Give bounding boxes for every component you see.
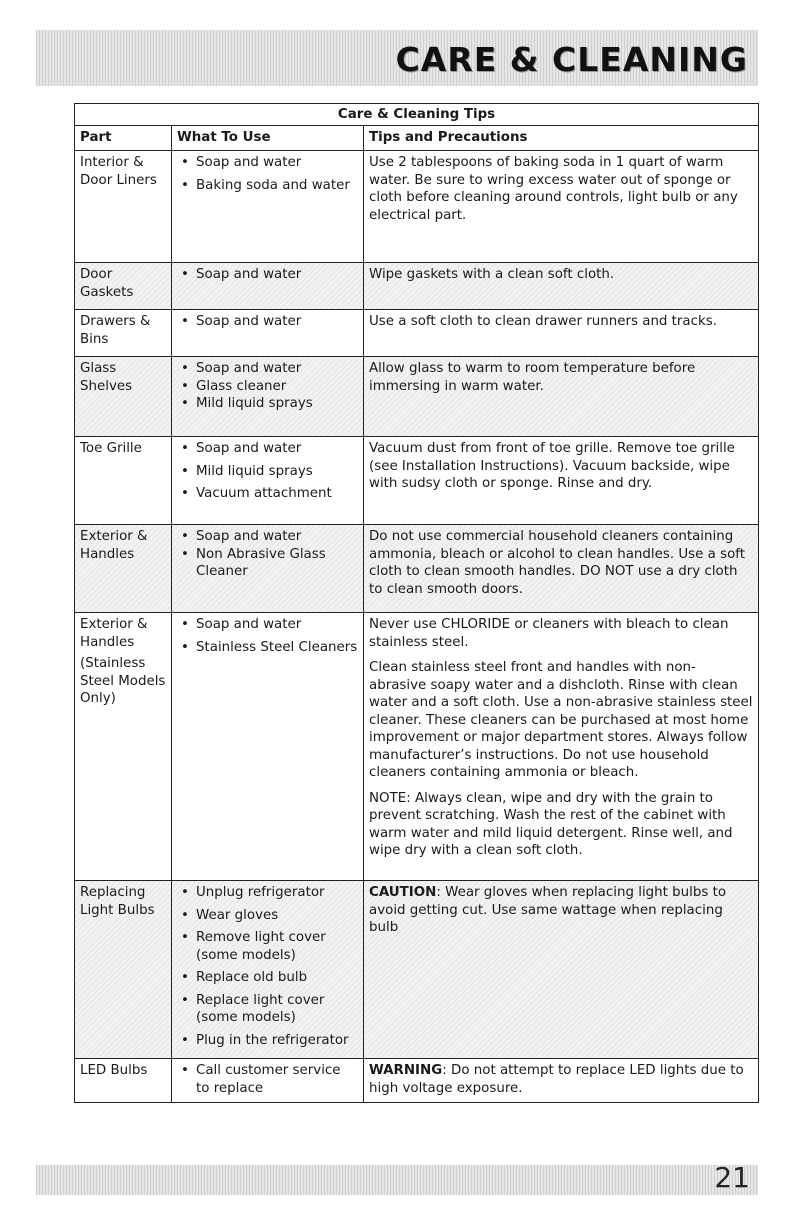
list-item: • Vacuum attachment [177,485,358,503]
table-row [75,437,759,525]
list-item: • Wear gloves [177,907,358,925]
table-row [75,310,759,357]
column-header-what-to-use: What To Use [172,125,364,151]
uses-cell [172,263,364,310]
part-cell: Glass Shelves [75,357,172,437]
tips-cell [364,613,759,881]
tips-cell [364,151,759,263]
tip-text: Vacuum dust from front of toe grille. Remove toe grille (see Installation Instructions). Vacuum backside, wipe with sudsy cloth or sponge. Rinse and dry. [369,441,735,491]
list-item: • Glass cleaner [177,378,358,396]
list-item: • Replace old bulb [177,969,358,987]
uses-cell [172,357,364,437]
footer-banner [36,1161,758,1195]
part-cell: Interior & Door Liners [75,151,172,263]
list-item: • Soap and water [177,266,358,284]
tips-cell [364,525,759,613]
uses-cell [172,1059,364,1103]
uses-cell [172,310,364,357]
table-row [75,263,759,310]
list-item: • Remove light cover (some models) [177,929,358,964]
list-item: • Mild liquid sprays [177,395,358,413]
tips-cell [364,437,759,525]
list-item: • Stainless Steel Cleaners [177,639,358,657]
warning-tip [369,1062,753,1097]
table-row [75,613,759,881]
uses-cell [172,525,364,613]
tips-cell [364,263,759,310]
part-cell: LED Bulbs [75,1059,172,1103]
list-item: • Soap and water [177,313,358,331]
section-title: CARE & CLEANING [395,40,748,79]
list-item: • Call customer service to replace [177,1062,358,1097]
tip-text: Use a soft cloth to clean drawer runners and tracks. [369,314,717,329]
list-item: • Soap and water [177,440,358,458]
table-row [75,525,759,613]
part-cell: Replacing Light Bulbs [75,881,172,1059]
part-cell [75,613,172,881]
tips-cell [364,881,759,1059]
table-row [75,881,759,1059]
tips-cell [364,357,759,437]
warning-text: : Do not attempt to replace LED lights due to high voltage exposure. [369,1063,744,1096]
table-row [75,1059,759,1103]
list-item: • Soap and water [177,154,358,172]
page-number: 21 [714,1161,750,1194]
tip-text: Wipe gaskets with a clean soft cloth. [369,267,615,282]
list-item: • Soap and water [177,616,358,634]
list-item: • Mild liquid sprays [177,463,358,481]
uses-cell [172,151,364,263]
list-item: • Soap and water [177,360,358,378]
list-item: • Plug in the refrigerator [177,1032,358,1050]
table-row [75,357,759,437]
tip-text: Allow glass to warm to room temperature before immersing in warm water. [369,361,696,394]
warning-label: WARNING [369,1063,443,1078]
part-label: Exterior & Handles [80,617,148,650]
tip-text: Do not use commercial household cleaners containing ammonia, bleach or alcohol to clean handles. Use a soft cloth to clean smooth handles. DO NOT use a dry cloth to clean smooth doors. [369,529,746,597]
tip-text: Use 2 tablespoons of baking soda in 1 quart of warm water. Be sure to wring excess water out of sponge or cloth before cleaning around controls, light bulb or any electrical part. [369,155,738,223]
header-banner [36,30,758,86]
caution-text: : Wear gloves when replacing light bulbs to avoid getting cut. Use same wattage when replacing bulb [369,885,727,935]
care-cleaning-table [74,103,759,1103]
uses-cell [172,881,364,1059]
tips-cell [364,1059,759,1103]
part-cell: Drawers & Bins [75,310,172,357]
part-cell: Exterior & Handles [75,525,172,613]
list-item: • Soap and water [177,528,358,546]
caution-tip [369,884,753,937]
part-note: (Stainless Steel Models Only) [80,656,166,706]
tips-cell [364,310,759,357]
caution-label: CAUTION [369,885,437,900]
tip-text: NOTE: Always clean, wipe and dry with the grain to prevent scratching. Wash the rest of the cabinet with warm water and mild liquid detergent. Rinse well, and wipe dry with a clean soft cloth. [369,790,733,858]
table-caption: Care & Cleaning Tips [75,104,759,126]
list-item: • Replace light cover (some models) [177,992,358,1027]
part-cell: Toe Grille [75,437,172,525]
uses-cell [172,437,364,525]
list-item: • Unplug refrigerator [177,884,358,902]
list-item: • Baking soda and water [177,177,358,195]
table-row [75,151,759,263]
tip-text: Clean stainless steel front and handles with non-abrasive soapy water and a dishcloth. Rinse with clean water and a soft cloth. Use a non-abrasive stainless steel cleaner. These cleaners can be purchased at most home improvement or major department stores. Always follow manufacturer’s instructions. Do not use household cleaners containing ammonia or bleach. [369,660,753,780]
column-header-tips: Tips and Precautions [364,125,759,151]
tip-text: Never use CHLORIDE or cleaners with bleach to clean stainless steel. [369,617,729,650]
column-header-part: Part [75,125,172,151]
list-item: • Non Abrasive Glass Cleaner [177,546,358,581]
part-cell: Door Gaskets [75,263,172,310]
uses-cell [172,613,364,881]
